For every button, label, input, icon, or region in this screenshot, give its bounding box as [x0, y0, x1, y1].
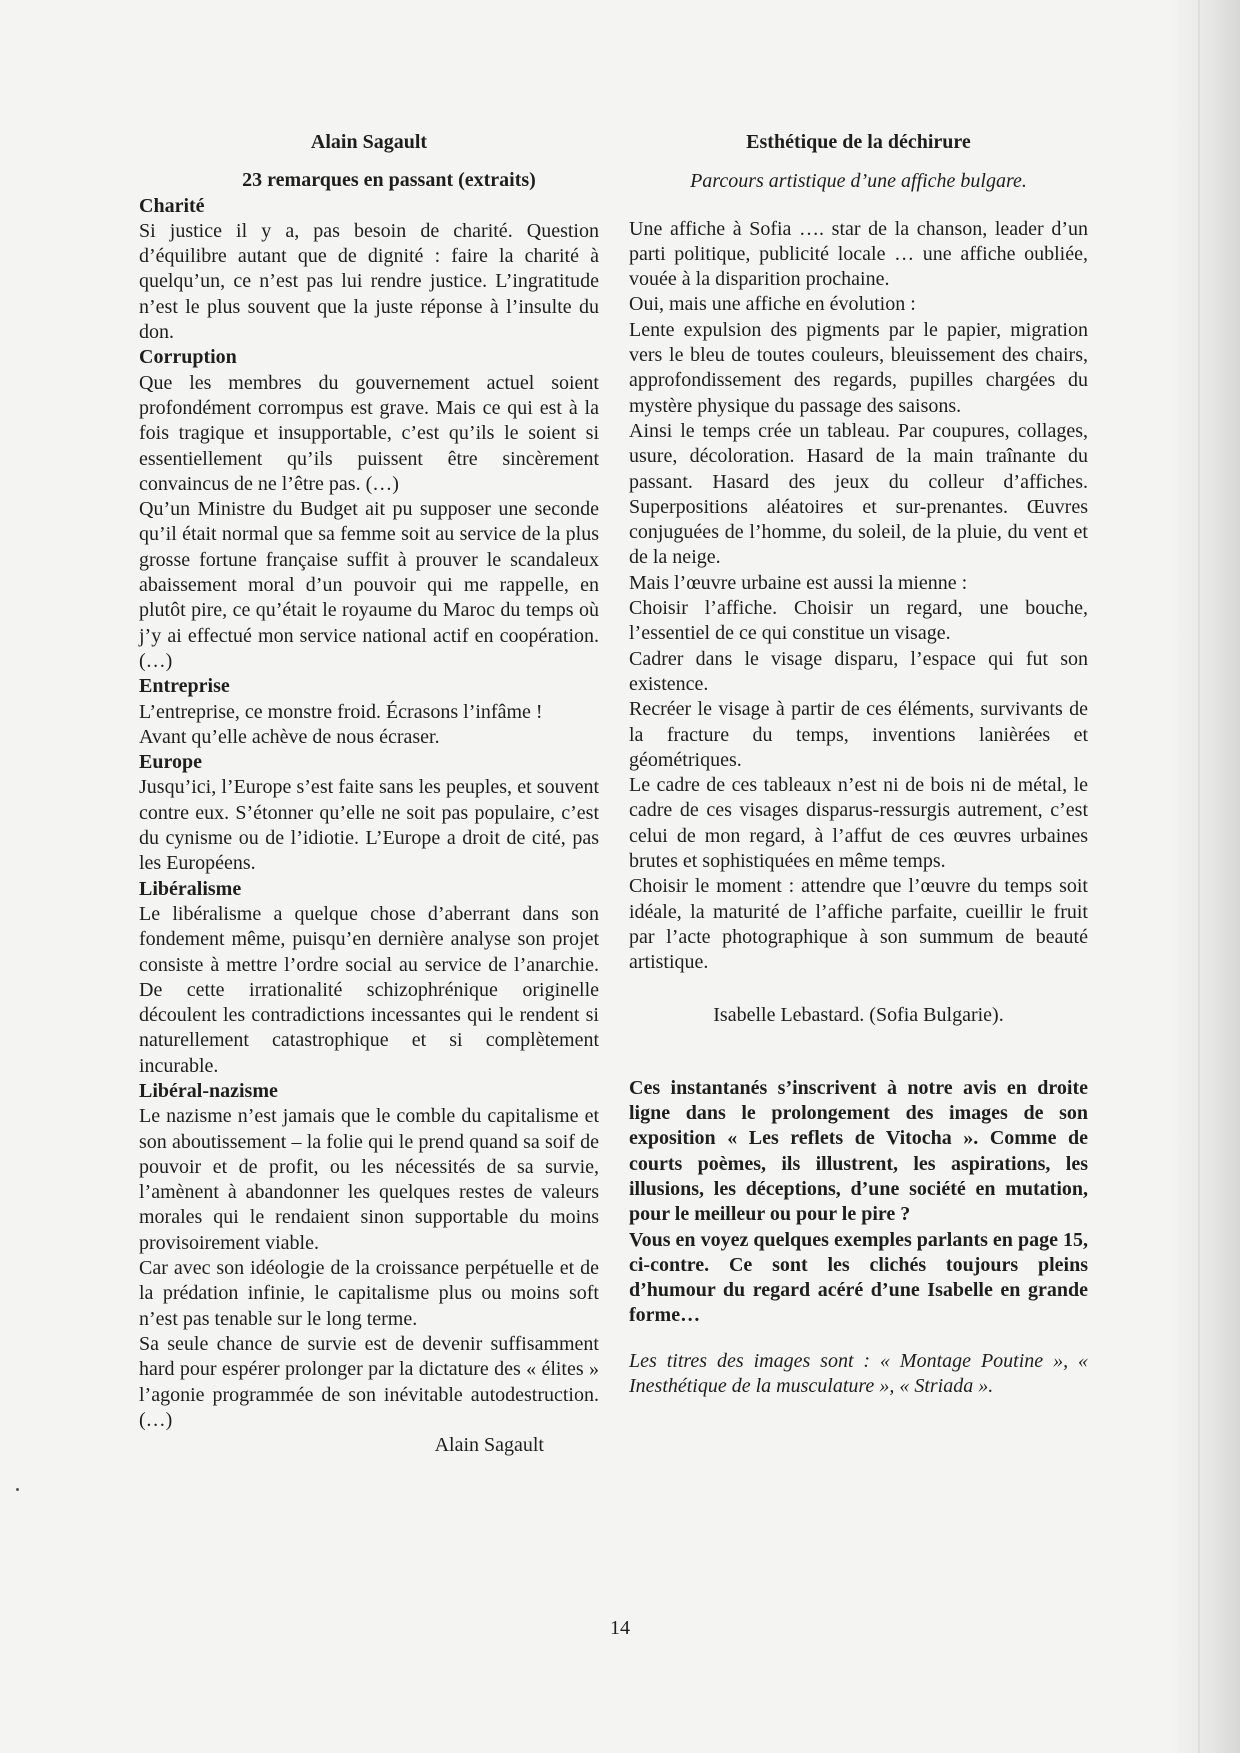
body-paragraph: Recréer le visage à partir de ces éléments, survivants de la fracture du temps, inventions lanièrées et géométriques. — [629, 698, 1088, 771]
section-paragraph: Jusqu’ici, l’Europe s’est faite sans les peuples, et souvent contre eux. S’étonner qu’elle ne soit pas populaire, c’est du cynisme ou de l’idiotie. L’Europe a droit de cité, pas les Européens. — [139, 776, 599, 875]
body-paragraph: Choisir le moment : attendre que l’œuvre du temps soit idéale, la maturité de l’affiche parfaite, cueillir le fruit par l’acte photographique à son summum de beauté artistique. — [629, 875, 1088, 974]
section-paragraph: Si justice il y a, pas besoin de charité. Question d’équilibre autant que de dignité : faire la charité à quelqu’un, ce n’est pas lui rendre justice. L’ingratitude n’est le plus souvent que la juste réponse à l’insulte du don. — [139, 219, 599, 344]
section-paragraph: Que les membres du gouvernement actuel soient profondément corrompus est grave. Mais ce qui est à la fois tragique et insupportable, c’est qu’ils le soient si essentiellement qu’ils puissent être sincèrement convaincus de ne l’être pas. (…) — [139, 371, 599, 495]
body-paragraph: Lente expulsion des pigments par le papier, migration vers le bleu de toutes couleurs, bleuissement des chairs, approfondissement des regards, pupilles chargées du mystère physique du passage des saisons. — [629, 318, 1088, 417]
body-paragraph: Une affiche à Sofia …. star de la chanson, leader d’un parti politique, publicité locale … une affiche oubliée, vouée à la disparition prochaine. — [629, 217, 1088, 291]
article-subtitle: 23 remarques en passant (extraits) — [242, 169, 536, 192]
body-paragraph: Mais l’œuvre urbaine est aussi la mienne : — [629, 571, 968, 594]
article-subtitle: Parcours artistique d’une affiche bulgare. — [690, 170, 1027, 193]
left-column — [139, 130, 599, 1458]
section-heading-charite: Charité — [139, 194, 205, 217]
image-titles: Les titres des images sont : « Montage Poutine », « Inesthétique de la musculature », « Striada ». — [629, 1349, 1088, 1398]
article-title: Esthétique de la déchirure — [746, 131, 971, 153]
article-signature: Isabelle Lebastard. (Sofia Bulgarie). — [713, 1003, 1004, 1026]
section-paragraph: Qu’un Ministre du Budget ait pu supposer une seconde qu’il était normal que sa femme soit au service de la plus grosse fortune française suffit à prouver le scandaleux abaissement moral d’un pouvoir qui me rappelle, en plutôt pire, ce qu’était le royaume du Maroc du temps où j’y ai effectué mon service national actif en coopération. (…) — [139, 498, 599, 672]
article-author: Alain Sagault — [310, 131, 428, 153]
scan-speck — [16, 1488, 19, 1491]
body-paragraph: Le cadre de ces tableaux n’est ni de bois ni de métal, le cadre de ces visages disparus-ressurgis autrement, c’est celui de mon regard, à l’affut de ces œuvres urbaines brutes et sophistiquées en même temps. — [629, 774, 1088, 873]
page-number: 14 — [610, 1617, 630, 1639]
section-heading-liberalisme: Libéralisme — [139, 877, 242, 900]
section-paragraph: Car avec son idéologie de la croissance perpétuelle et de la prédation infinie, le capitalisme plus ou moins soft n’est pas tenable sur le long terme. — [139, 1257, 599, 1330]
body-paragraph: Cadrer dans le visage disparu, l’espace qui fut son existence. — [629, 647, 1088, 695]
body-paragraph: Oui, mais une affiche en évolution : — [629, 293, 916, 316]
section-paragraph: Le libéralisme a quelque chose d’aberrant dans son fondement même, puisqu’en dernière analyse son projet consiste à mettre l’ordre social au service de l’anarchie. De cette irrationalité schizophrénique originelle découlent les contradictions incessantes qui le rendent si naturellement catastrophique et si complètement incurable. — [139, 902, 599, 1077]
section-heading-liberal-nazisme: Libéral-nazisme — [139, 1079, 278, 1102]
editorial-note: Ces instantanés s’inscrivent à notre avis en droite ligne dans le prolongement des images de son exposition « Les reflets de Vitocha ». Comme de courts poèmes, ils illustrent, les aspirations, les illusions, les déceptions, d’une société en mutation, pour le meilleur ou pour le pire ? — [629, 1076, 1088, 1226]
right-column — [629, 130, 1088, 1399]
body-paragraph: Ainsi le temps crée un tableau. Par coupures, collages, usure, décoloration. Hasard de la main traînante du passant. Hasard des jeux du colleur d’affiches. Superpositions aléatoires et sur-prenantes. Œuvres conjuguées de l’homme, du soleil, de la pluie, du vent et de la neige. — [629, 419, 1088, 569]
page-fold — [1198, 0, 1200, 1753]
author-signature: Alain Sagault — [434, 1434, 544, 1457]
section-heading-entreprise: Entreprise — [139, 675, 230, 698]
editorial-note: Vous en voyez quelques exemples parlants en page 15, ci-contre. Ce sont les clichés toujours pleins d’humour du regard acéré d’une Isabelle en grande forme… — [629, 1228, 1088, 1327]
body-paragraph: Choisir l’affiche. Choisir un regard, une bouche, l’essentiel de ce qui constitue un visage. — [629, 597, 1088, 645]
section-heading-europe: Europe — [139, 751, 202, 774]
page-edge-shadow — [1170, 0, 1240, 1753]
section-paragraph: L’entreprise, ce monstre froid. Écrasons l’infâme ! — [139, 700, 543, 723]
section-heading-corruption: Corruption — [139, 346, 237, 369]
section-paragraph: Le nazisme n’est jamais que le comble du capitalisme et son aboutissement – la folie qui le prend quand sa soif de pouvoir et de profit, ou les nécessités de sa survie, l’amènent à abandonner les quelques restes de valeurs morales qui le rendaient sinon supportable du moins provisoirement viable. — [139, 1105, 599, 1254]
section-paragraph: Sa seule chance de survie est de devenir suffisamment hard pour espérer prolonger par la dictature des « élites » l’agonie programmée de son inévitable autodestruction. (…) — [139, 1332, 599, 1431]
section-paragraph: Avant qu’elle achève de nous écraser. — [139, 725, 440, 748]
